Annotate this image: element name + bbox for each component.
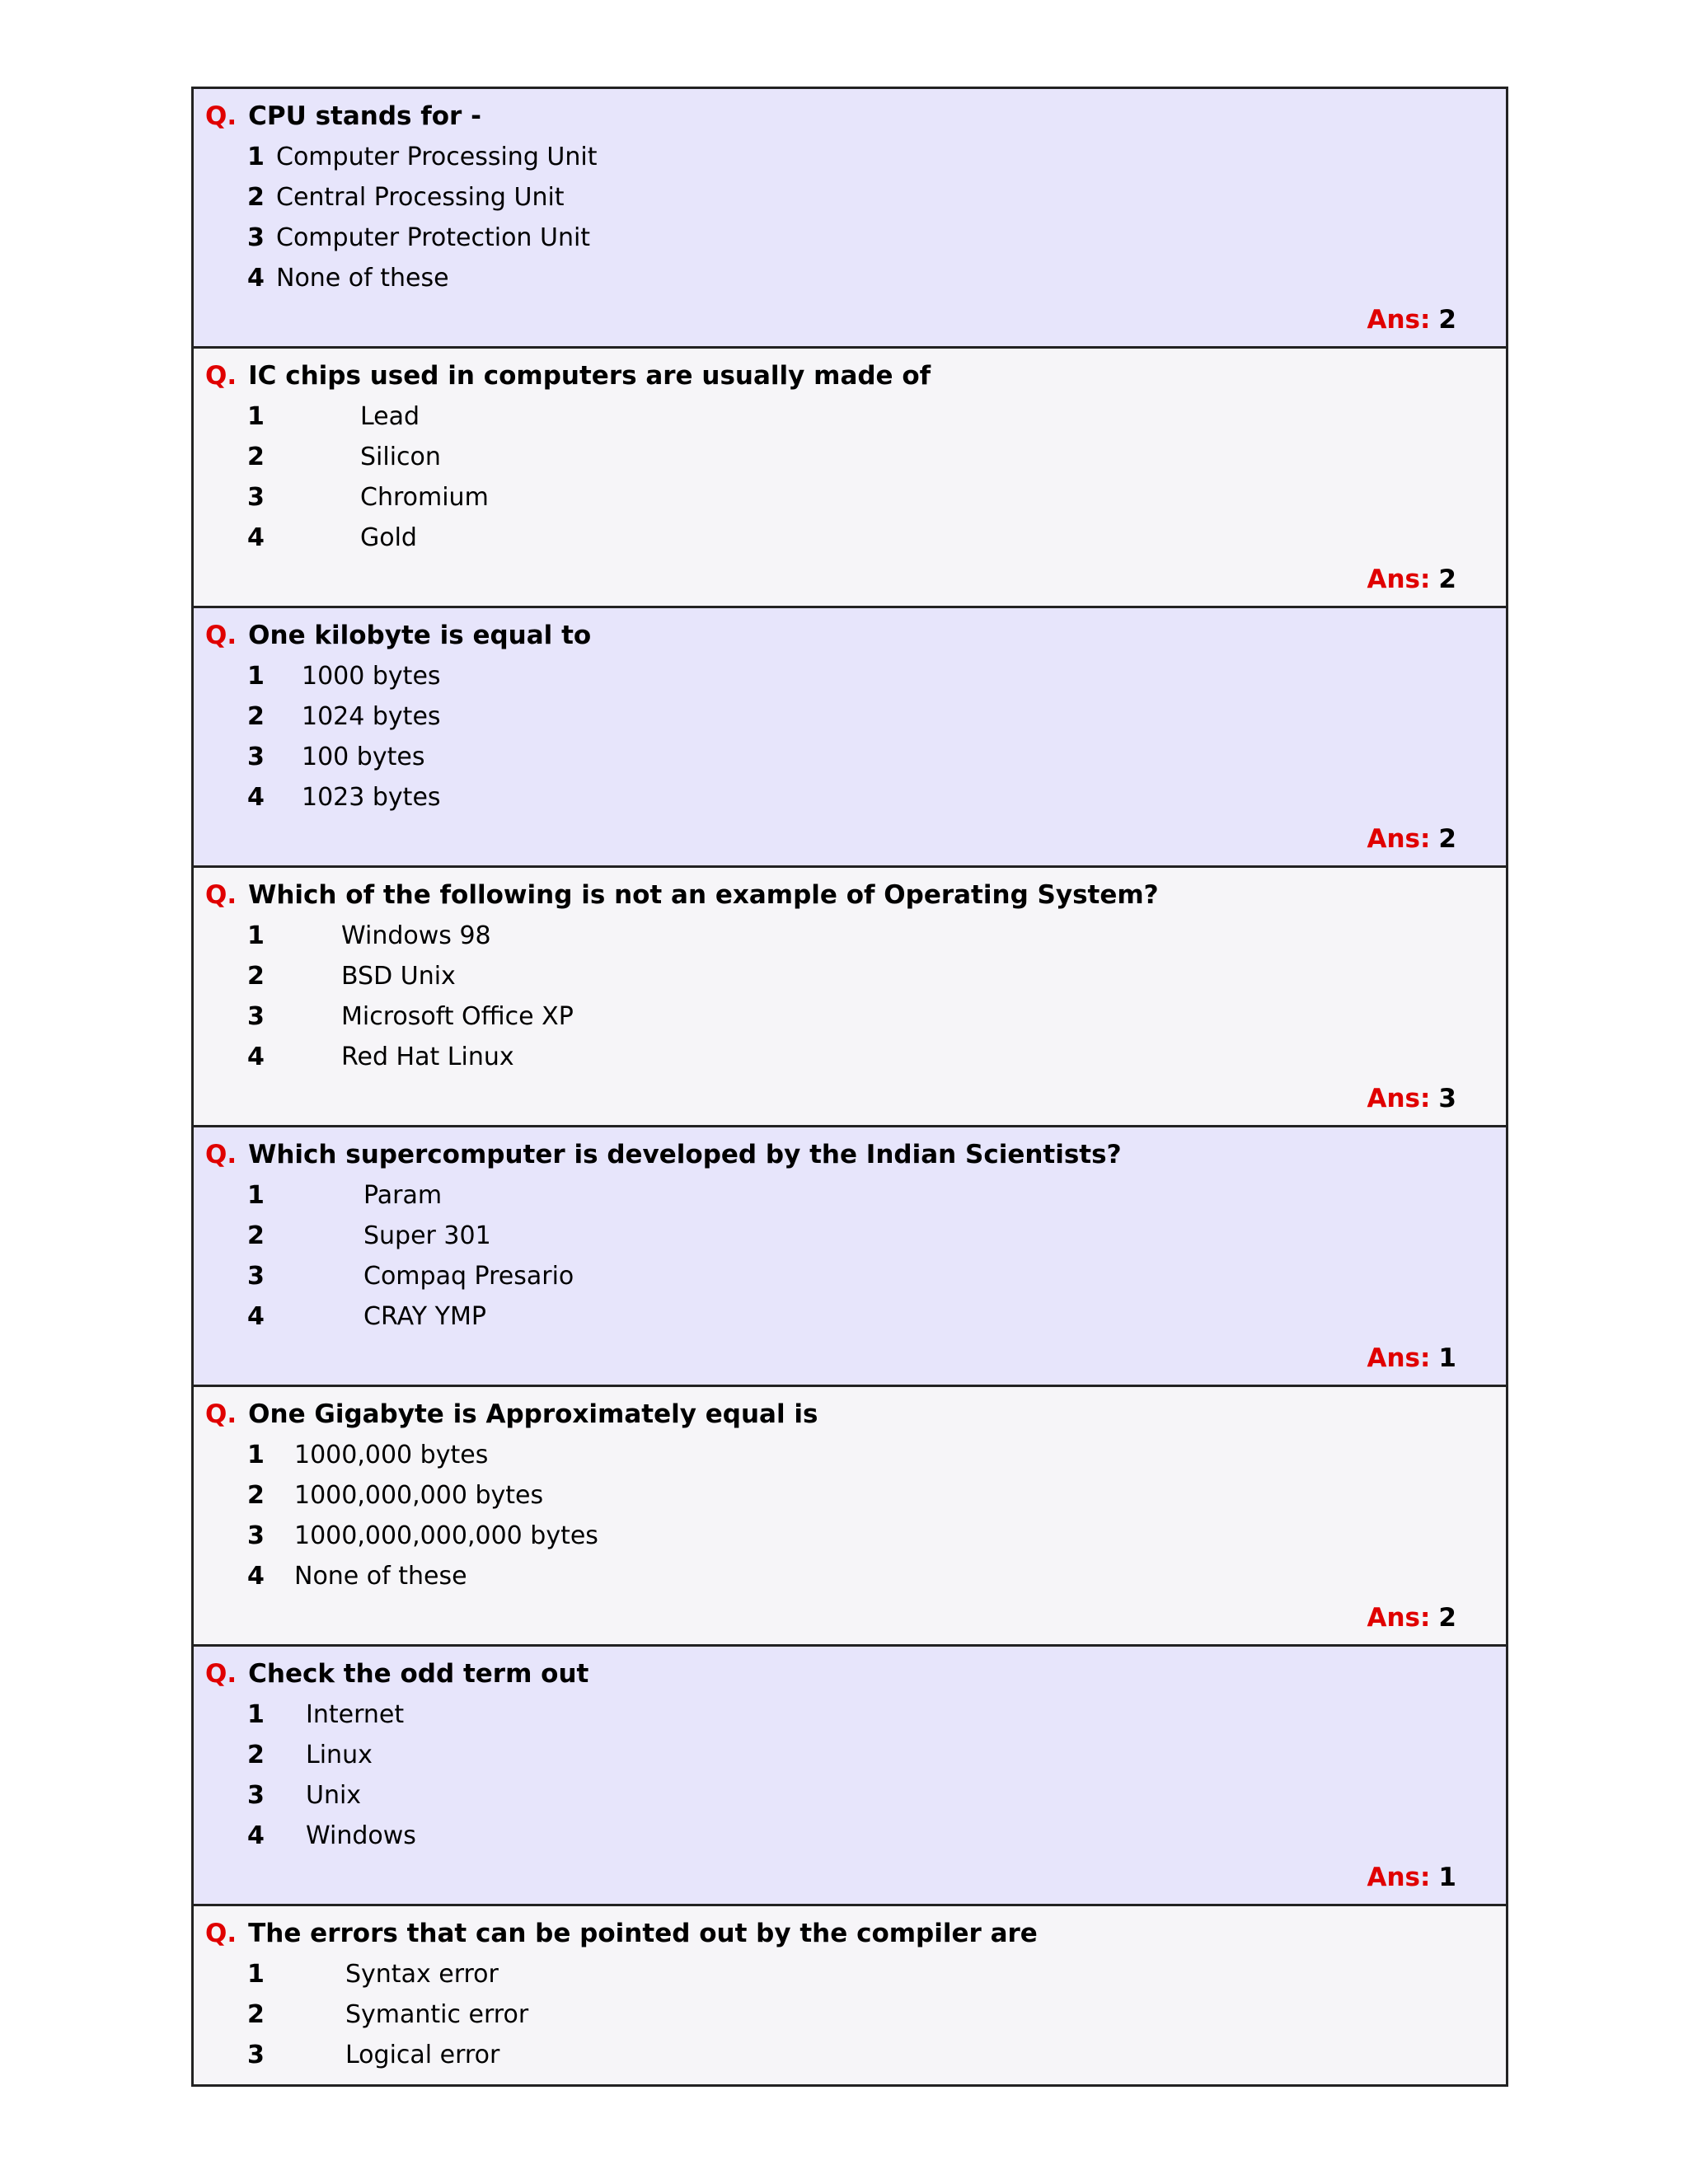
option-text: 1023 bytes xyxy=(302,783,441,812)
option-1 xyxy=(247,1960,499,1990)
option-4 xyxy=(247,1043,514,1072)
option-text: Param xyxy=(363,1181,443,1210)
option-text: None of these xyxy=(276,264,449,293)
option-number: 1 xyxy=(247,1181,265,1210)
option-text: Unix xyxy=(306,1781,362,1810)
answer-value: 1 xyxy=(1438,1863,1456,1892)
option-number: 2 xyxy=(247,443,265,471)
option-number: 3 xyxy=(247,483,265,512)
option-number: 1 xyxy=(247,1700,265,1729)
question-text: IC chips used in computers are usually made of xyxy=(248,361,931,391)
option-2 xyxy=(247,702,441,732)
question-text: Which of the following is not an example of Operating System? xyxy=(248,880,1159,910)
option-text: Windows 98 xyxy=(341,921,491,950)
question-text-line xyxy=(205,101,481,131)
answer-value: 2 xyxy=(1438,565,1456,594)
answer-value: 2 xyxy=(1438,824,1456,854)
option-number: 4 xyxy=(247,1821,265,1850)
option-1 xyxy=(247,662,441,691)
question-block-8 xyxy=(194,1906,1506,2084)
option-3 xyxy=(247,743,424,772)
option-text: 1000,000,000,000 bytes xyxy=(294,1521,598,1550)
option-text: 1000,000 bytes xyxy=(294,1441,489,1469)
option-number: 4 xyxy=(247,1302,265,1331)
option-text: None of these xyxy=(294,1562,467,1591)
option-3 xyxy=(247,2041,499,2070)
answer xyxy=(1367,565,1457,594)
option-2 xyxy=(247,183,565,213)
answer-label: Ans: xyxy=(1367,1084,1431,1113)
option-text: Symantic error xyxy=(345,2000,529,2029)
option-text: Super 301 xyxy=(363,1221,491,1250)
answer-value: 3 xyxy=(1438,1084,1456,1113)
question-block-2 xyxy=(194,349,1506,608)
option-number: 3 xyxy=(247,1262,265,1291)
answer xyxy=(1367,1603,1457,1633)
question-marker: Q. xyxy=(205,880,237,910)
option-number: 3 xyxy=(247,1781,265,1810)
answer xyxy=(1367,1863,1457,1892)
option-1 xyxy=(247,1700,404,1730)
option-3 xyxy=(247,223,590,253)
question-marker: Q. xyxy=(205,1140,237,1169)
option-2 xyxy=(247,1481,543,1511)
question-marker: Q. xyxy=(205,1659,237,1689)
question-text-line xyxy=(205,1399,818,1429)
option-4 xyxy=(247,1302,486,1332)
question-block-3 xyxy=(194,608,1506,868)
option-number: 2 xyxy=(247,183,265,212)
question-block-5 xyxy=(194,1127,1506,1387)
option-2 xyxy=(247,1221,491,1251)
option-number: 2 xyxy=(247,1481,265,1510)
option-text: BSD Unix xyxy=(341,962,456,991)
option-text: Compaq Presario xyxy=(363,1262,574,1291)
option-text: Microsoft Office XP xyxy=(341,1002,574,1031)
option-4 xyxy=(247,523,417,553)
option-number: 3 xyxy=(247,2041,265,2069)
answer-value: 2 xyxy=(1438,1603,1456,1633)
option-3 xyxy=(247,1781,361,1811)
option-text: CRAY YMP xyxy=(363,1302,486,1331)
option-3 xyxy=(247,483,489,513)
question-text: Check the odd term out xyxy=(248,1659,589,1689)
option-number: 2 xyxy=(247,2000,265,2029)
option-text: Computer Protection Unit xyxy=(276,223,591,252)
option-text: 1000,000,000 bytes xyxy=(294,1481,544,1510)
option-number: 2 xyxy=(247,1221,265,1250)
option-number: 4 xyxy=(247,264,265,293)
answer xyxy=(1367,824,1457,854)
option-text: Gold xyxy=(360,523,417,552)
question-text: CPU stands for - xyxy=(248,101,482,131)
question-block-1 xyxy=(194,89,1506,349)
option-number: 4 xyxy=(247,783,265,812)
answer-label: Ans: xyxy=(1367,565,1431,594)
option-number: 3 xyxy=(247,743,265,771)
option-text: Central Processing Unit xyxy=(276,183,565,212)
question-text: Which supercomputer is developed by the Indian Scientists? xyxy=(248,1140,1122,1169)
question-text-line xyxy=(205,621,591,650)
option-1 xyxy=(247,921,491,951)
option-text: Chromium xyxy=(360,483,489,512)
question-text: The errors that can be pointed out by the compiler are xyxy=(248,1919,1038,1948)
answer-value: 2 xyxy=(1438,305,1456,335)
option-3 xyxy=(247,1521,598,1551)
question-block-6 xyxy=(194,1387,1506,1647)
question-text: One Gigabyte is Approximately equal is xyxy=(248,1399,818,1429)
question-sheet xyxy=(191,87,1508,2087)
answer-label: Ans: xyxy=(1367,1603,1431,1633)
answer-label: Ans: xyxy=(1367,1863,1431,1892)
answer xyxy=(1367,1084,1457,1113)
option-4 xyxy=(247,1821,416,1851)
question-block-7 xyxy=(194,1647,1506,1906)
option-number: 1 xyxy=(247,662,265,691)
option-text: 1024 bytes xyxy=(302,702,441,731)
question-text-line xyxy=(205,1659,588,1689)
option-4 xyxy=(247,783,441,813)
option-number: 2 xyxy=(247,1741,265,1769)
answer-label: Ans: xyxy=(1367,305,1431,335)
option-2 xyxy=(247,962,456,991)
option-2 xyxy=(247,443,441,472)
question-marker: Q. xyxy=(205,621,237,650)
option-number: 1 xyxy=(247,921,265,950)
option-number: 1 xyxy=(247,1441,265,1469)
question-marker: Q. xyxy=(205,361,237,391)
answer xyxy=(1367,1343,1457,1373)
option-number: 3 xyxy=(247,1002,265,1031)
question-text: One kilobyte is equal to xyxy=(248,621,592,650)
question-block-4 xyxy=(194,868,1506,1127)
option-number: 4 xyxy=(247,1562,265,1591)
question-marker: Q. xyxy=(205,101,237,131)
option-1 xyxy=(247,1181,442,1211)
option-text: 100 bytes xyxy=(302,743,425,771)
question-text-line xyxy=(205,1140,1122,1169)
option-number: 3 xyxy=(247,223,265,252)
option-1 xyxy=(247,143,597,172)
question-text-line xyxy=(205,1919,1038,1948)
option-number: 1 xyxy=(247,143,265,171)
question-marker: Q. xyxy=(205,1399,237,1429)
option-text: Logical error xyxy=(345,2041,500,2069)
option-4 xyxy=(247,264,449,293)
option-number: 2 xyxy=(247,962,265,991)
option-text: Silicon xyxy=(360,443,441,471)
option-text: Red Hat Linux xyxy=(341,1043,514,1071)
answer-label: Ans: xyxy=(1367,824,1431,854)
option-1 xyxy=(247,402,420,432)
option-3 xyxy=(247,1262,574,1291)
option-number: 4 xyxy=(247,523,265,552)
option-text: Windows xyxy=(306,1821,416,1850)
question-marker: Q. xyxy=(205,1919,237,1948)
option-3 xyxy=(247,1002,574,1032)
answer-label: Ans: xyxy=(1367,1343,1431,1373)
option-number: 1 xyxy=(247,1960,265,1989)
option-number: 4 xyxy=(247,1043,265,1071)
option-2 xyxy=(247,1741,373,1770)
option-text: Linux xyxy=(306,1741,373,1769)
option-text: Syntax error xyxy=(345,1960,499,1989)
option-text: Lead xyxy=(360,402,420,431)
option-number: 1 xyxy=(247,402,265,431)
option-2 xyxy=(247,2000,528,2030)
option-text: Computer Processing Unit xyxy=(276,143,598,171)
option-text: Internet xyxy=(306,1700,405,1729)
question-text-line xyxy=(205,361,931,391)
answer-value: 1 xyxy=(1438,1343,1456,1373)
option-1 xyxy=(247,1441,488,1470)
option-text: 1000 bytes xyxy=(302,662,441,691)
question-text-line xyxy=(205,880,1159,910)
answer xyxy=(1367,305,1457,335)
option-number: 2 xyxy=(247,702,265,731)
option-4 xyxy=(247,1562,467,1591)
option-number: 3 xyxy=(247,1521,265,1550)
